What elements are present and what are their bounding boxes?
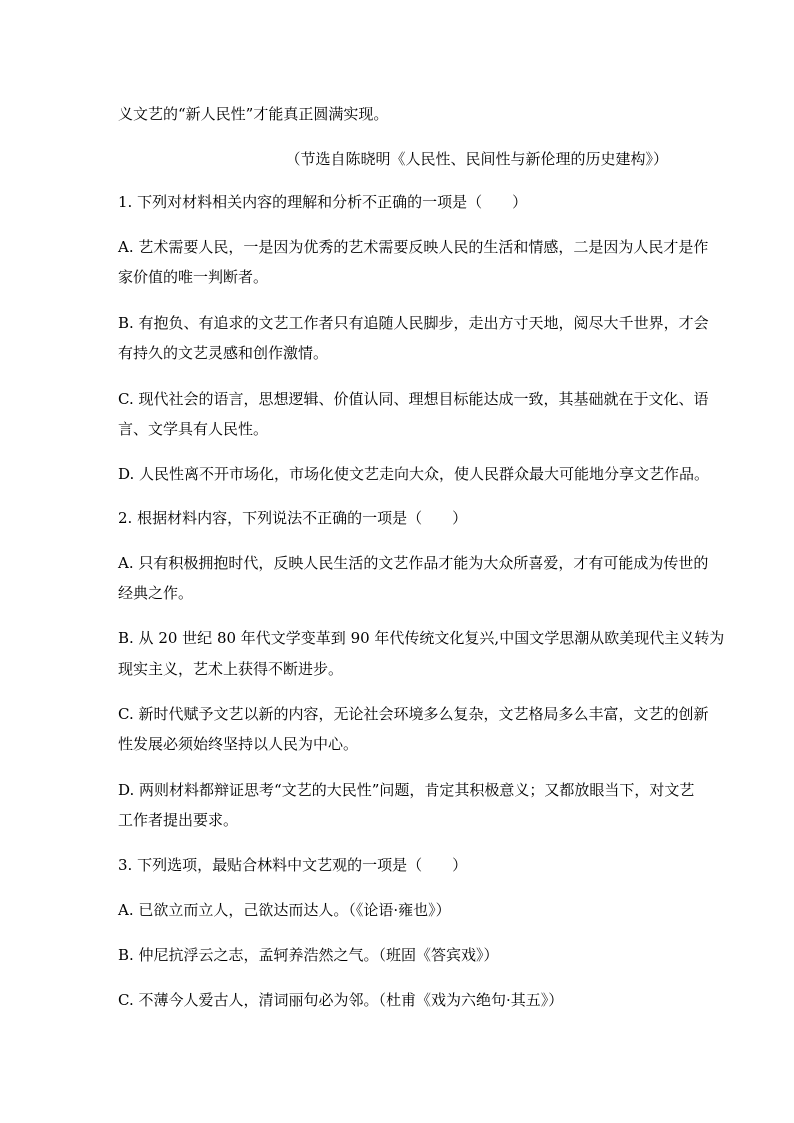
q2-option-a-line1: A. 只有积极拥抱时代，反映人民生活的文艺作品才能为大众所喜爱，才有可能成为传世的 — [118, 554, 709, 572]
q1-option-b-line1: B. 有抱负、有追求的文艺工作者只有追随人民脚步，走出方寸天地，阅尽大千世界，才会 — [118, 314, 709, 332]
q2-option-d-line1: D. 两则材料都辩证思考“文艺的大民性”问题，肯定其积极意义；又都放眼当下，对文艺 — [118, 781, 695, 799]
paragraph-closing-line: 义文艺的“新人民性”才能真正圆满实现。 — [118, 105, 389, 123]
q3-option-a-line1: A. 已欲立而立人，己欲达而达人。（《论语·雍也》） — [118, 901, 451, 919]
q1-option-a-line2: 家价值的唯一判断者。 — [118, 268, 269, 286]
source-citation: （节选自陈晓明《人民性、民间性与新伦理的历史建构》） — [285, 150, 668, 168]
q1-option-b-line2: 有持久的文艺灵感和创作激情。 — [118, 344, 329, 362]
q1-option-d-line1: D. 人民性离不开市场化，市场化使文艺走向大众，使人民群众最大可能地分享文艺作品。 — [118, 465, 710, 483]
q3-option-c-line1: C. 不薄今人爱古人，清词丽句必为邻。（杜甫《戏为六绝句·其五》） — [118, 991, 564, 1009]
question-2-stem: 2. 根据材料内容，下列说法不正确的一项是（ ） — [118, 509, 468, 527]
q1-option-c-line2: 言、文学具有人民性。 — [118, 420, 269, 438]
q2-option-b-line2: 现实主义，艺术上获得不断进步。 — [118, 660, 344, 678]
q2-option-b-line1: B. 从 20 世纪 80 年代文学变革到 90 年代传统文化复兴,中国文学思潮从欧美现代主义转为 — [118, 629, 725, 647]
question-3-stem: 3. 下列选项，最贴合林料中文艺观的一项是（ ） — [118, 856, 468, 874]
question-1-stem: 1. 下列对材料相关内容的理解和分析不正确的一项是（ ） — [118, 193, 528, 211]
q2-option-a-line2: 经典之作。 — [118, 584, 194, 602]
q2-option-c-line1: C. 新时代赋予文艺以新的内容，无论社会环境多么复杂，文艺格局多么丰富，文艺的创新 — [118, 705, 709, 723]
q1-option-c-line1: C. 现代社会的语言，思想逻辑、价值认同、理想目标能达成一致，其基础就在于文化、语 — [118, 390, 709, 408]
q2-option-c-line2: 性发展必须始终坚持以人民为中心。 — [118, 735, 359, 753]
q3-option-b-line1: B. 仲尼抗浮云之志，孟轲养浩然之气。（班固《答宾戏》） — [118, 946, 499, 964]
q2-option-d-line2: 工作者提出要求。 — [118, 811, 239, 829]
q1-option-a-line1: A. 艺术需要人民，一是因为优秀的艺术需要反映人民的生活和情感，二是因为人民才是作 — [118, 238, 709, 256]
